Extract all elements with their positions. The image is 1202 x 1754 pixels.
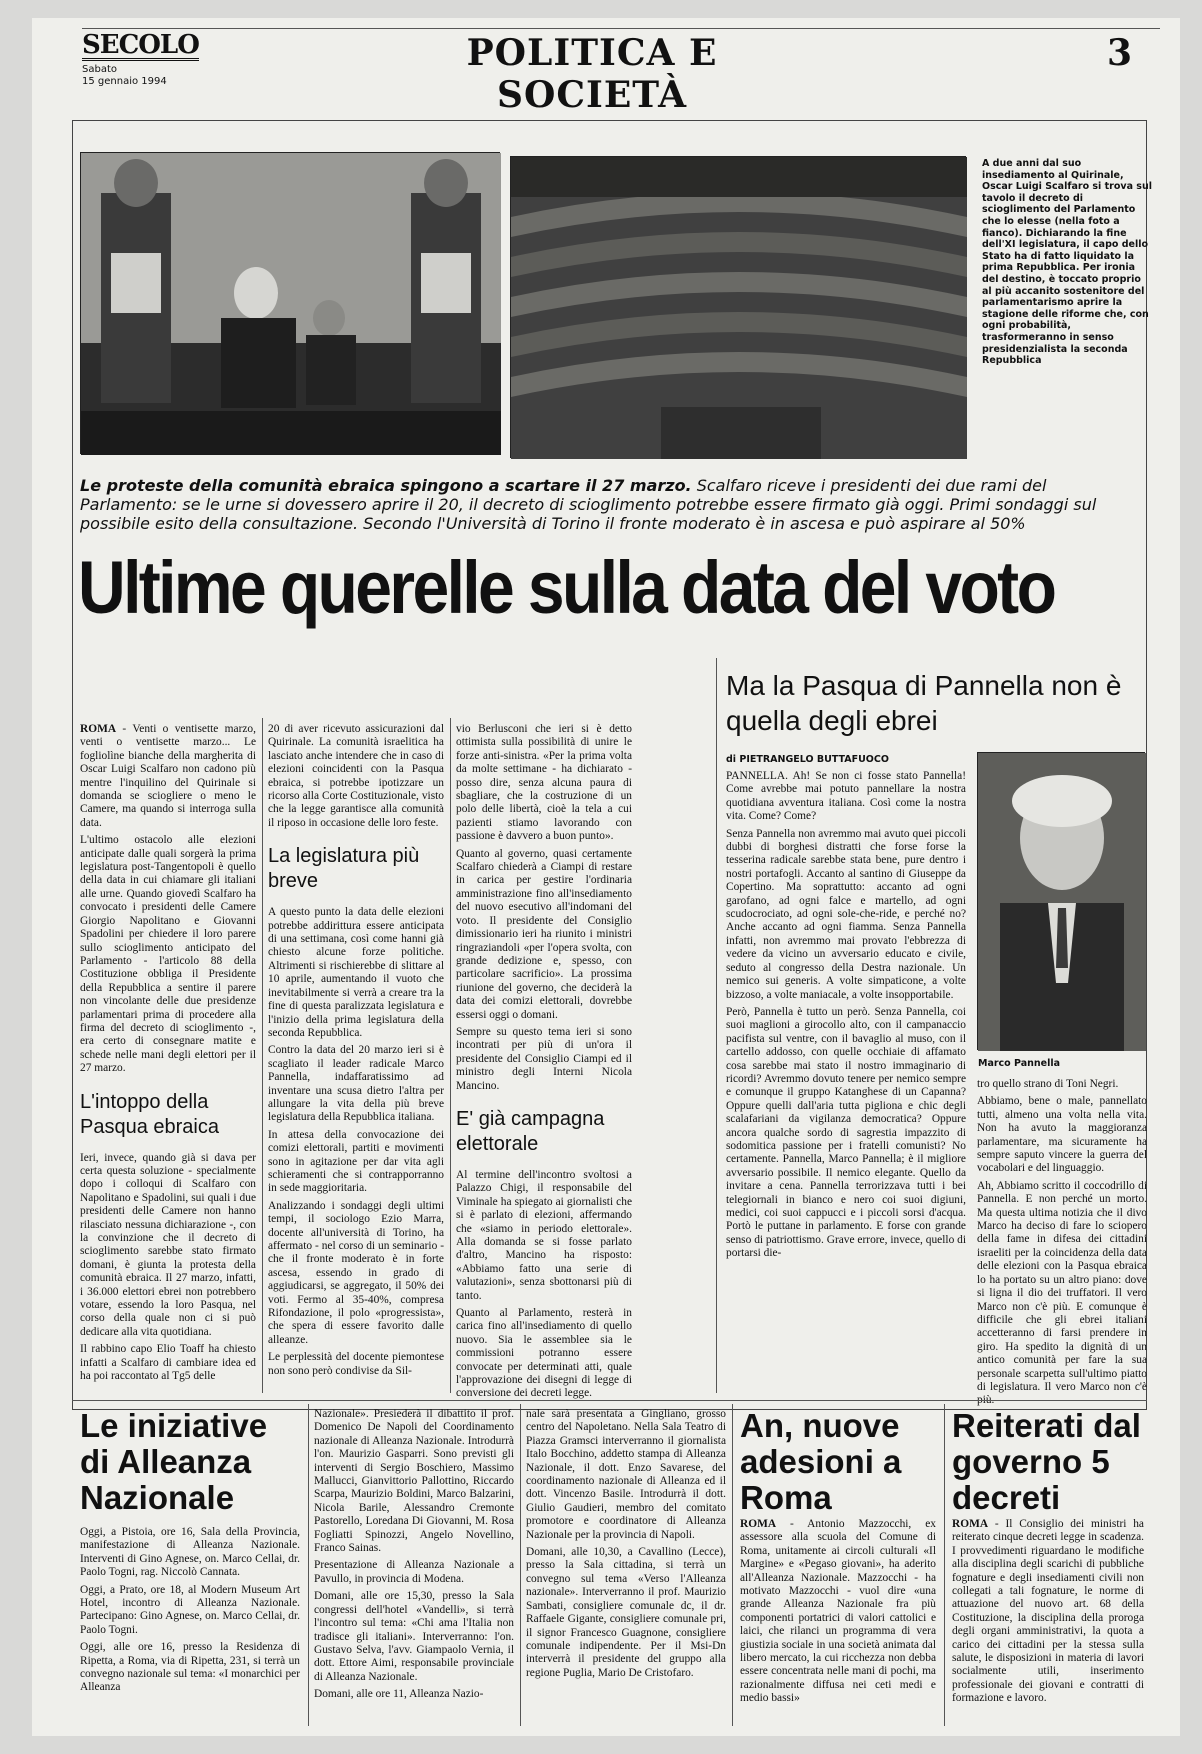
deck-lead: Le proteste della comunità ebraica spingono a scartare il 27 marzo. (80, 476, 692, 495)
pannella-photo (977, 752, 1145, 1050)
side-column-2 (977, 1078, 1147, 1407)
paragraph: Oggi, a Pistoia, ore 16, Sala della Provincia, manifestazione di Alleanza Nazionale. Interventi di Gino Agnese, on. Marco Cellai, dr. Paolo Togni, rag. Niccolò Cannata. (80, 1526, 300, 1579)
paragraph: Senza Pannella non avremmo mai avuto quei piccoli dubbi di borghesi distratti che forse forse la tesserina radicale sarebbe stata bene, pure dentro i nostri portafogli. Accanto al santino di Giuseppe da Copertino. Ma soprattutto: accanto ad ogni garofano, ad ogni falce e martello, ad ogni scudocrociato, ad ogni sole-che-ride, e perché no? Anche accanto ad ogni fiamma. Senza Pannella infatti, non avremmo mai provato l'ebbrezza di vedere da vicino un avversario educato e civile, seduto al congresso della Destra nazionale. Un nemico sui generis. A volte simpaticone, a volte bizzoso, a volte maniacale, a volte insopportabile. (726, 827, 966, 1001)
article-deck (80, 476, 1110, 533)
parliament-photo-illustration (511, 157, 967, 459)
paragraph-text: - Il Consiglio dei ministri ha reiterato cinque decreti legge in scadenza. I provvedimenti riguardano le modifiche alla disciplina degli scarichi di pubbliche fognature e degli insediamenti civili non collegati a tali fognature, le norme di attuazione del nuovo art. 68 della Costituzione, la disciplina della proroga degli organi amministrativi, la quota a carico dei cittadini per la stessa sulla salute, le disposizioni in materia di lavori socialmente utili, inserimento professionale dei giovani e contratti di formazione e lavoro. (952, 1518, 1144, 1705)
article-column-3 (456, 723, 632, 1400)
pannella-photo-illustration (978, 753, 1146, 1051)
paragraph: Il rabbino capo Elio Toaff ha chiesto infatti a Scalfaro di cambiare idea ed ha poi raccontato al Tg5 delle (80, 1343, 256, 1383)
paragraph: Sempre su questo tema ieri si sono incontrati per più di un'ora il presidente del Consiglio Ciampi ed il ministro degli Interni Nicola Mancino. (456, 1025, 632, 1092)
paragraph: Oggi, alle ore 16, presso la Residenza di Ripetta, a Roma, via di Ripetta, 231, si terrà un convegno nazionale sul tema: «I monarchici per Alleanza (80, 1641, 300, 1694)
paragraph: A questo punto la data delle elezioni potrebbe addirittura essere anticipata di una settimana, così come hanni già chiesto alcune forze politiche. Altrimenti si rischierebbe di slittare al 10 aprile, aumentando il vuoto che inevitabilmente si verrà a creare tra la fine di questa paralizzata legislatura e l'inizio della prima legislatura della seconda Repubblica. (268, 906, 444, 1039)
an-roma-article (740, 1518, 936, 1726)
paragraph: vio Berlusconi che ieri si è detto ottimista sulla possibilità di unire le forze anti-sinistra. «Per la prima volta da molte settimane - ha dichiarato - posso dire, senza alcuna paura di sbagliare, che la costruzione di un polo delle libertà, cioè la tela a cui pazienti stiamo lavorando con passione è davvero a buon punto». (456, 723, 632, 843)
paragraph: Domani, alle 10,30, a Cavallino (Lecce), presso la Sala cittadina, si terrà un convegno sul tema «Verso l'Alleanza nazionale». Interverranno il prof. Maurizio Sambati, consigliere comunale dc, il dr. Raffaele Gigante, consigliere comunale pri, il signor Francesco Guagnone, consigliere comunale indipendente. Per il Msi-Dn interverrà il presidente del gruppo alla regione Puglia, Mario De Cristofaro. (526, 1546, 726, 1679)
an-initiatives-column-1 (80, 1526, 300, 1726)
paragraph (80, 723, 256, 830)
side-headline: Ma la Pasqua di Pannella non è quella degli ebrei (726, 670, 1122, 736)
paragraph: Le perplessità del docente piemontese non sono però condivise da Sil- (268, 1351, 444, 1377)
subheading: La legislatura più breve (268, 845, 420, 893)
side-column-1 (726, 770, 966, 1390)
dateline: ROMA (740, 1518, 777, 1530)
decrees-article (952, 1518, 1144, 1726)
an-initiatives-column-2 (314, 1408, 514, 1726)
paragraph: tro quello strano di Toni Negri. (977, 1078, 1119, 1090)
paragraph: Analizzando i sondaggi degli ultimi tempi, il sociologo Ezio Marra, docente all'università di Torino, ha affermato - nel corso di un seminario - che il fronte moderato è in forte ascesa, essendo in grado di aggiudicarsi, se aggregato, il 50% dei voti. Fermo al 35-40%, compresa Rifondazione, il polo «progressista», che spera di essere favorito dalle alleanze. (268, 1199, 444, 1346)
decrees-headline: Reiterati dal governo 5 decreti (952, 1407, 1141, 1516)
paragraph: Oggi, a Prato, ore 18, al Modern Museum Art Hotel, incontro di Alleanza Nazionale. Partecipano: Gino Agnese, on. Marco Cellai, dr. Paolo Togni. (80, 1583, 300, 1636)
paragraph: Quanto al governo, quasi certamente Scalfaro chiederà a Ciampi di restare in carica per gestire l'ordinaria amministrazione fino all'insediamento del nuovo esecutivo all'indomani del voto. Il presidente del Consiglio dimissionario ieri ha riunito i ministri ringraziandoli «per l'opera svolta, con grande dedizione e, spesso, con particolare sacrificio». La prossima riunione del governo, che deciderà la data dei comizi elettorali, dovrebbe essersi oggi o domani. (456, 847, 632, 1021)
paragraph: Presentazione di Alleanza Nazionale a Pavullo, in provincia di Modena. (314, 1559, 514, 1585)
main-headline: Ultime querelle sulla data del voto (78, 545, 1055, 629)
scalfaro-photo-illustration (81, 153, 501, 455)
paragraph: Ah, Abbiamo scritto il coccodrillo di Pannella. E non perché un morto. Ma questa ultima notizia che il divo Marco ha deciso di fare lo sciopero della fame in difesa dei cittadini israeliti per la coincidenza della data delle elezioni con la Pasqua ebraica lo ha portato su un altro piano: dove si ligna il dio dei truffatori. Il vero Marco non c'è più. E comunque è difficile che gli ebrei italiani accetteranno di farsi prendere in giro. Ha spedito la dignità di un antico comunità per fare la sua personale scarpetta sull'ultimo piatto di legislatura. Il vero Marco non c'è più. (977, 1179, 1147, 1407)
issue-day: Sabato (82, 64, 117, 75)
paragraph: Domani, alle ore 15,30, presso la Sala congressi dell'hotel «Vandelli», si terrà l'incontro sul tema: «Chi ama l'Italia non tradisce gli italiani». Interverranno: l'on. Gustavo Selva, l'avv. Giampaolo Vernia, il dott. Ettore Aimi, responsabile provinciale di Alleanza Nazionale. (314, 1590, 514, 1683)
subheading: L'intoppo della Pasqua ebraica (80, 1090, 219, 1138)
section-title: POLITICA E SOCIETÀ (466, 32, 718, 116)
column-rule (308, 1404, 309, 1726)
column-rule (716, 658, 717, 1393)
column-rule (520, 1404, 521, 1726)
newspaper-page (32, 18, 1180, 1736)
column-rule (732, 1404, 733, 1726)
parliament-photo (510, 156, 966, 458)
paragraph: Contro la data del 20 marzo ieri si è scagliato il leader radicale Marco Pannella, indaffaratissimo ad inventare una scusa dietro l'altra per allungare la vita della più breve legislatura della Repubblica italiana. (268, 1044, 444, 1124)
an-roma-headline: An, nuove adesioni a Roma (740, 1407, 902, 1516)
pannella-photo-caption: Marco Pannella (978, 1058, 1061, 1069)
column-rule (450, 718, 451, 1393)
masthead-left (82, 32, 222, 88)
paragraph: L'ultimo ostacolo alle elezioni anticipate dalle quali sorgerà la prima legislatura post-Tangentopoli è quello della data in cui chiamare gli italiani alle urne. Quando giovedì Scalfaro ha convocato i presidenti delle Camere Giorgio Napolitano e Giovanni Spadolini per chiedere il loro parere sullo scioglimento anticipato del Parlamento - l'articolo 88 della Costituzione obbliga il Presidente della Repubblica a sentire il parere non vincolante delle due presidenze parlamentari prima di procedere alla firma del decreto di scioglimento -, era certo di consegnare matite e schede nelle mani degli elettori per il 27 marzo. (80, 834, 256, 1075)
paragraph: In attesa della convocazione dei comizi elettorali, partiti e movimenti sono in agitazione per dar vita agli schieramenti che si contrapporranno in sede maggioritaria. (268, 1128, 444, 1195)
deck-rest: Scalfaro riceve i presidenti dei due rami del Parlamento: se le urne si dovessero aprire il 20, il decreto di scioglimento potrebbe essere firmato già oggi. Primi sondaggi sul possibile esito della consultazione. Secondo l'Università di Torino il fronte moderato è in ascesa e può aspirare al 50% (80, 476, 1097, 533)
paragraph (740, 1518, 936, 1706)
column-rule (262, 718, 263, 1393)
paragraph-text: - Venti o ventisette marzo, venti o ventisette marzo... Le fogliolìne bianche della margherita di Oscar Luigi Scalfaro non cadono più mentre l'inquilino del Quirinale si domanda se sciogliere o meno le Camere, ma quando si interroga sulla data. (80, 723, 256, 829)
photo-caption: A due anni dal suo insediamento al Quirinale, Oscar Luigi Scalfaro si trova sul tavolo il decreto di scioglimento del Parlamento che lo elesse (nella foto a fianco). Dichiarando la fine dell'XI legislatura, il capo dello Stato ha di fatto liquidato la prima Repubblica. Per ironia del destino, è toccato proprio al più accanito sostenitore del parlamentarismo aprire la stagione delle riforme che, con ogni probabilità, trasformeranno in senso presidenzialista la seconda Repubblica (982, 158, 1152, 367)
scalfaro-photo (80, 152, 500, 454)
an-initiatives-headline: Le iniziative di Alleanza Nazionale (80, 1407, 268, 1516)
dateline: ROMA (952, 1518, 989, 1530)
an-initiatives-column-3 (526, 1408, 726, 1726)
issue-date: 15 gennaio 1994 (82, 76, 167, 87)
masthead-rule (82, 28, 1160, 29)
paragraph: Però, Pannella è tutto un però. Senza Pannella, coi suoi maglioni a girocollo alto, con il campanaccio pacifista sul ventre, con il bavaglio al muso, con il cartello addosso, con quelle occhiaie di affamato cosa sarebbe mai stato il nostro immaginario di ricordi? Avremmo dovuto tenere per nemico sempre e comunque il gruppo Katanghese di un Capanna? Oppure quelli dall'aria tutta pigliona e chic degli scalafariani da vigilanza democratica? Oppure ancora qualche sordo di sagrestia impazzito di sodomitica passione per i fratelli comunisti? No certamente. Pannella, Marco Pannella; è il migliore avversario possibile. Il nemico elegante. Quello da invitare a cena. Pannella terrorizzava tutti i bei telegiornali in bianco e nero coi suoi digiuni, medici, coi suoi cappucci e i piccoli sorsi d'acqua. Portò le puttane in parlamento. E forse con grande senso di patriottismo. Grave errore, invece, quello di portarsi die- (726, 1005, 966, 1260)
paragraph: Quanto al Parlamento, resterà in carica fino all'insediamento di quello nuovo. Sia le assemblee sia le commissioni potranno essere convocate per determinati atti, quale l'approvazione dei disegni di legge di conversione dei decreti legge. (456, 1307, 632, 1400)
paragraph: Ieri, invece, quando già si dava per certa questa soluzione - specialmente dopo i colloqui di Scalfaro con Napolitano e Spadolini, sui quali i due presidenti delle Camere non hanno rilasciato nessuna dichiarazione -, con la convinzione che il decreto di scioglimento sarebbe stato firmato domani, è giunta la protesta della comunità ebraica. Il 27 marzo, infatti, i 36.000 elettori ebrei non potrebbero votare, essendo la loro Pasqua, nel corso della quale non ci si può dedicare alla vita quotidiana. (80, 1151, 256, 1338)
paragraph: 20 di aver ricevuto assicurazioni dal Quirinale. La comunità israelitica ha lasciato anche intendere che in caso di elezioni coincidenti con la Pasqua ebraica, si potrebbe ipotizzare un ricorso alla Corte Costituzionale, visto che la legge garantisce alla comunità il riposo in occasione delle loro feste. (268, 723, 444, 829)
newspaper-logo: SECOLO (82, 30, 199, 60)
paragraph: nale sarà presentata a Gingliano, grosso centro del Napoletano. Nella Sala Teatro di Piazza Gramsci interverranno il giornalista Italo Bocchino, addetto stampa di Alleanza Nazionale, il dott. Enzo Savarese, del coordinamento nazionale di Alleanza ed il dott. Vincenzo Basile. Introdurrà il dott. Giulio Gaudieri, membro del comitato promotore e coordinatore di Alleanza Nazionale per la provincia di Napoli. (526, 1408, 726, 1541)
paragraph: Domani, alle ore 11, Alleanza Nazio- (314, 1688, 484, 1701)
paragraph-text: - Antonio Mazzocchi, ex assessore alla scuola del Comune di Roma, unitamente ai circoli culturali «Il Margine» e «Pegaso giovani», ha aderito all'Alleanza Nazionale. Mazzocchi - ha motivato Mazzocchi - vuol dire «una grande Alleanza Nazionale fra più componenti portatrici di valori cattolici e laici, che rilanci un programma di vera giustizia sociale in una società animata dal libero mercato, la cui ricchezza non debba essere concentrata nelle mani di pochi, ma razionalmente diffusa nei ceti medi e medio bassi» (740, 1518, 936, 1705)
paragraph: Nazionale». Presiederà il dibattito il prof. Domenico De Napoli del Coordinamento nazionale di Alleanza Nazionale. Introdurrà l'on. Maurizio Gasparri. Sono previsti gli interventi di Sergio Boschiero, Massimo Mallucci, Gianvittorio Pallottino, Riccardo Scarpa, Maurizio Boldini, Marco Balzarini, Nicola Barile, Alessandro Cremonte Pastorello, Loredana Di Giovanni, M. Rosa Fogliatti Spinozzi, Angelo Novellino, Franco Sainas. (314, 1408, 514, 1555)
subheading: E' già campagna elettorale (456, 1107, 605, 1155)
section-rule (72, 1400, 1147, 1401)
column-rule (944, 1404, 945, 1726)
byline: di PIETRANGELO BUTTAFUOCO (726, 754, 889, 765)
paragraph (952, 1518, 1144, 1706)
article-column-2 (268, 723, 444, 1393)
article-column-1 (80, 723, 256, 1393)
paragraph: PANNELLA. Ah! Se non ci fosse stato Pannella! Come avrebbe mai potuto pannellare la nostra quotidiana avventura italiana. Così come la nostra vita. Come? Come? (726, 770, 966, 823)
paragraph: Abbiamo, bene o male, pannellato tutti, almeno una volta nella vita. Non ha avuto la maggioranza parlamentare, ma sicuramente ha sempre saputo vincere la guerra del vocabolari e del linguaggio. (977, 1095, 1147, 1175)
page-number: 3 (1106, 32, 1132, 74)
paragraph: Al termine dell'incontro svoltosi a Palazzo Chigi, il responsabile del Viminale ha spiegato ai giornalisti che si è parlato di elezioni, affermando che «siamo in periodo elettorale». Alla domanda se si fosse parlato d'altro, Mancino ha risposto: «Abbiamo fatto una serie di valutazioni», senza sbottonarsi più di tanto. (456, 1168, 632, 1302)
dateline: ROMA (80, 723, 117, 735)
